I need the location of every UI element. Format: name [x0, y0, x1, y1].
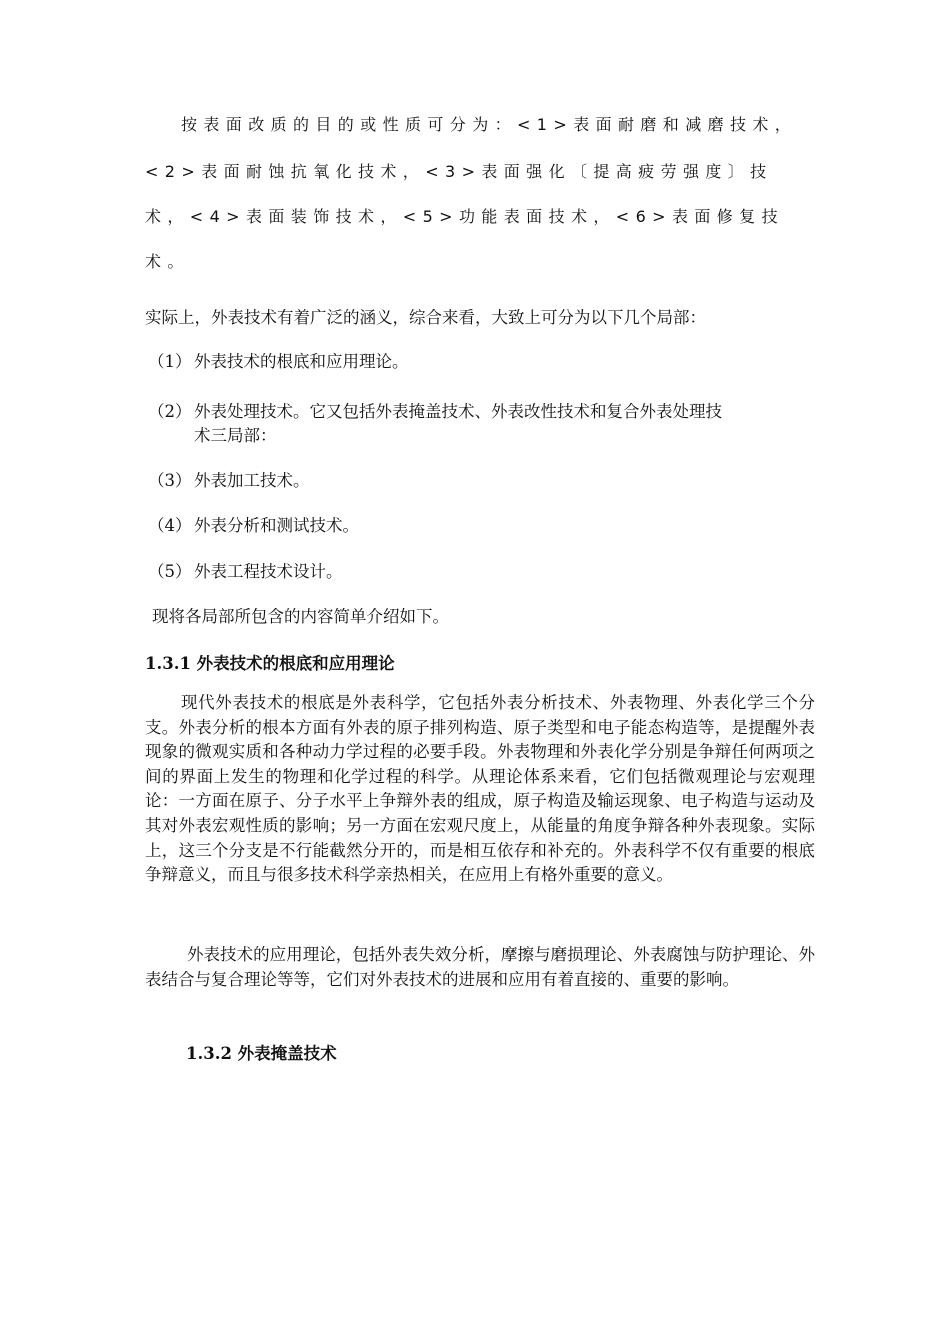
section-heading-131: 1.3.1 外表技术的根底和应用理论	[145, 654, 395, 673]
list-item-2	[148, 398, 722, 422]
list-text: 外表工程技术设计。	[194, 562, 343, 581]
purpose-line-4: 术。	[145, 252, 190, 271]
list-number: （4）	[148, 516, 192, 535]
list-item-3	[148, 467, 310, 491]
section-131-paragraph-1: 现代外表技术的根底是外表科学，它包括外表分析技术、外表物理、外表化学三个分支。外表分析的根本方面有外表的原子排列构造、原子类型和电子能态构造等，是提醒外表现象的微观实质和各种动力学过程的必要手段。外表物理和外表化学分别是争辩任何两项之间的界面上发生的物理和化学过程的科学。从理论体系来看，它们包括微观理论与宏观理论：一方面在原子、分子水平上争辩外表的组成，原子构造及输运现象、电子构造与运动及其对外表宏观性质的影响；另一方面在宏观尺度上，从能量的角度争辩各种外表现象。实际上，这三个分支是不行能截然分开的，而是相互依存和补充的。外表科学不仅有重要的根底争辩意义，而且与很多技术科学亲热相关，在应用上有格外重要的意义。	[145, 693, 815, 885]
list-number: （2）	[148, 402, 192, 421]
list-item-2-continuation: 术三局部：	[194, 426, 277, 445]
section-heading-132: 1.3.2 外表掩盖技术	[186, 1044, 337, 1063]
purpose-line-3: 术，<4>表面装饰技术，<5>功能表面技术，<6>表面修复技	[145, 207, 784, 226]
intro-text: 实际上，外表技术有着广泛的涵义，综合来看，大致上可分为以下几个局部：	[145, 308, 706, 327]
list-number: （1）	[148, 352, 192, 371]
list-text: 外表加工技术。	[194, 471, 310, 490]
list-number: （3）	[148, 471, 192, 490]
summary-text: 现将各局部所包含的内容简单介绍如下。	[152, 607, 449, 626]
list-item-5	[148, 558, 343, 582]
list-text: 外表处理技术。它又包括外表掩盖技术、外表改性技术和复合外表处理技	[194, 402, 722, 421]
section-131-paragraph-2: 外表技术的应用理论，包括外表失效分析，摩擦与磨损理论、外表腐蚀与防护理论、外表结合与复合理论等等，它们对外表技术的进展和应用有着直接的、重要的影响。	[145, 945, 815, 989]
list-item-1	[148, 348, 409, 372]
list-text: 外表分析和测试技术。	[194, 516, 359, 535]
list-number: （5）	[148, 562, 192, 581]
purpose-line-1: 按表面改质的目的或性质可分为：<1>表面耐磨和减磨技术，	[181, 115, 798, 134]
list-item-4	[148, 512, 359, 536]
list-text: 外表技术的根底和应用理论。	[194, 352, 409, 371]
purpose-line-2: <2>表面耐蚀抗氧化技术，<3>表面强化〔提高疲劳强度〕技	[145, 162, 773, 181]
